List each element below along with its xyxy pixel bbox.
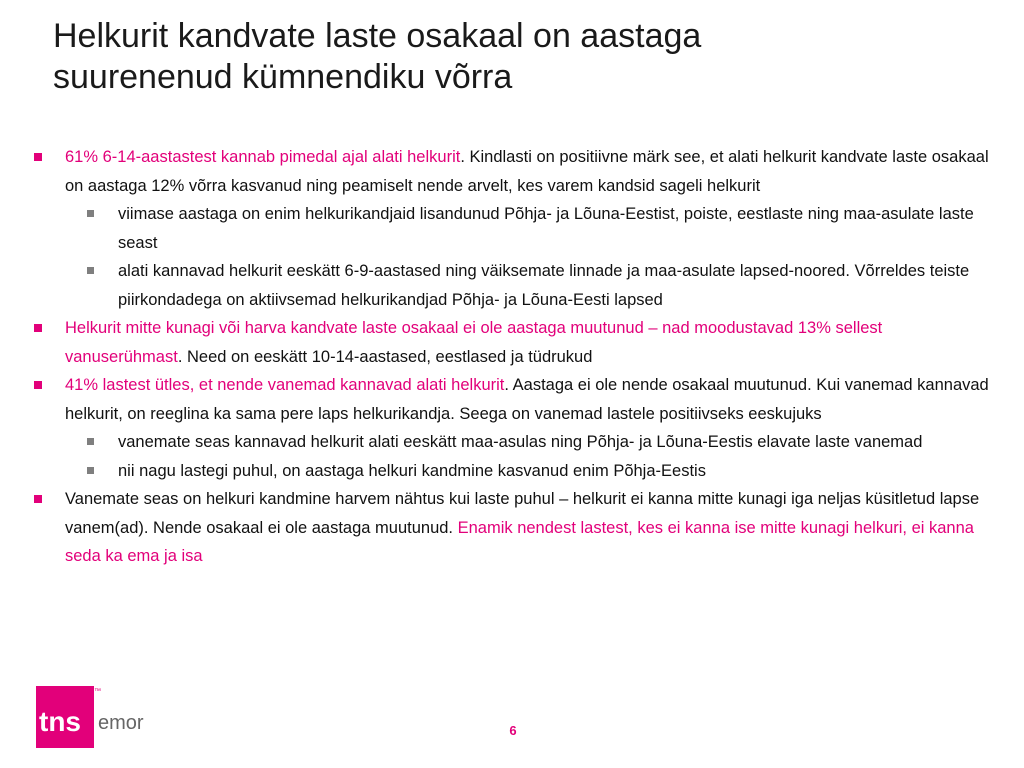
sub-bullet-marker-icon bbox=[87, 267, 94, 274]
tns-emor-logo bbox=[34, 686, 164, 748]
bullet-list bbox=[34, 143, 994, 571]
logo-name-text: emor bbox=[98, 712, 144, 734]
sub-bullet-parents-regions bbox=[34, 428, 994, 457]
page-number: 6 bbox=[509, 723, 517, 738]
sub-bullet-new-reflector-wearers bbox=[34, 200, 994, 257]
bullet-never-wearing-children bbox=[34, 314, 994, 371]
bullet-marker-icon bbox=[34, 324, 42, 332]
slide-title-line-1: Helkurit kandvate laste osakaal on aastaga bbox=[53, 17, 702, 55]
slide-title-line-2: suurenenud kümnendiku võrra bbox=[53, 58, 513, 96]
bullet-marker-icon bbox=[34, 495, 42, 503]
bullet-text: . Need on eeskätt 10-14-aastased, eestlased ja tüdrukud bbox=[177, 347, 593, 366]
slide-title bbox=[53, 16, 953, 98]
sub-bullet-text: vanemate seas kannavad helkurit alati eeskätt maa-asulas ning Põhja- ja Lõuna-Eestis elavate laste vanemad bbox=[118, 433, 923, 451]
bullet-text: . Kindlasti on positiivne märk see, et alati helkurit kandvate laste osakaal on aastaga 12% võrra kasvanud ning peamiselt nende arvelt, kes varem kandsid sageli helkurit bbox=[65, 148, 989, 195]
bullet-parents-reflector-use bbox=[34, 371, 994, 428]
sub-bullet-marker-icon bbox=[87, 210, 94, 217]
sub-bullet-age-groups bbox=[34, 257, 994, 314]
logo-trademark: ™ bbox=[94, 688, 101, 695]
bullet-highlight: 41% lastest ütles, et nende vanemad kannavad alati helkurit bbox=[65, 376, 505, 394]
bullet-marker-icon bbox=[34, 381, 42, 389]
logo-brand-text: tns bbox=[39, 706, 81, 737]
bullet-highlight: Enamik nendest lastest, kes ei kanna ise mitte kunagi helkuri, ei kanna seda ka ema ja isa bbox=[65, 518, 974, 565]
bullet-highlight: Helkurit mitte kunagi või harva kandvate laste osakaal ei ole aastaga muutunud – nad moodustavad 13% sellest vanuserühmast bbox=[65, 319, 883, 366]
bullet-parents-never-wearing bbox=[34, 485, 994, 571]
bullet-text: Vanemate seas on helkuri kandmine harvem nähtus kui laste puhul – helkurit ei kanna mitte kunagi iga neljas küsitletud lapse vanem(ad). Nende osakaal ei ole aastaga muutunud. bbox=[65, 490, 980, 537]
bullet-text: . Aastaga ei ole nende osakaal muutunud. Kui vanemad kannavad helkurit, on reeglina ka sama pere laps helkurikandja. Seega on vanemad lastele positiivseks eeskujuks bbox=[65, 376, 989, 423]
bullet-marker-icon bbox=[34, 153, 42, 161]
sub-bullet-marker-icon bbox=[87, 467, 94, 474]
sub-bullet-parents-growth bbox=[34, 457, 994, 486]
sub-bullet-text: viimase aastaga on enim helkurikandjaid lisandunud Põhja- ja Lõuna-Eestist, poiste, eestlaste ning maa-asulate laste seast bbox=[118, 205, 974, 252]
sub-bullet-text: alati kannavad helkurit eeskätt 6-9-aastased ning väiksemate linnade ja maa-asulate lapsed-noored. Võrreldes teiste piirkondadega on aktiivsemad helkurikandjad Põhja- ja Lõuna-Eesti lapsed bbox=[118, 262, 970, 309]
sub-bullet-marker-icon bbox=[87, 438, 94, 445]
bullet-children-reflector-use bbox=[34, 143, 994, 200]
bullet-highlight: 61% 6-14-aastastest kannab pimedal ajal alati helkurit bbox=[65, 148, 461, 166]
sub-bullet-text: nii nagu lastegi puhul, on aastaga helkuri kandmine kasvanud enim Põhja-Eestis bbox=[118, 461, 706, 480]
